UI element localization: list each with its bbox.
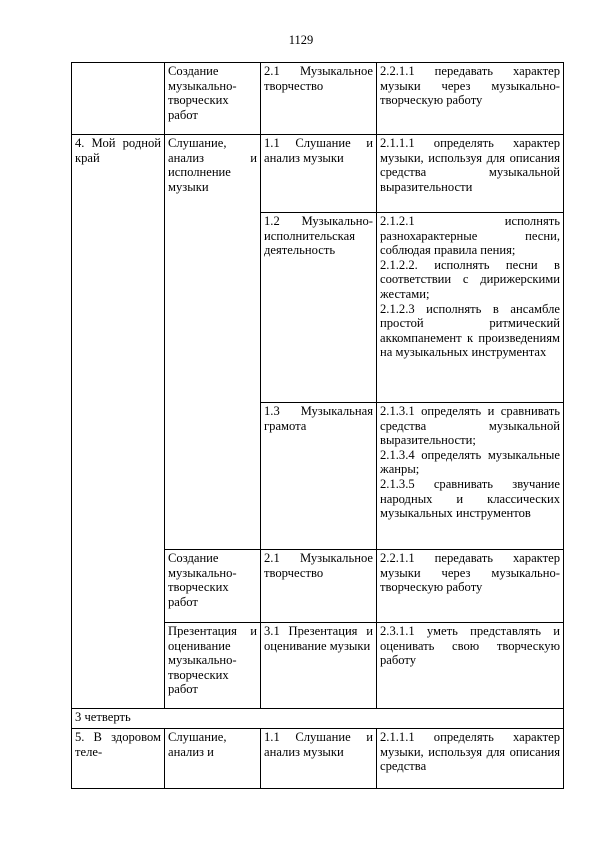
subsection-cell	[261, 135, 377, 213]
goal-text: 2.3.1.1 уметь представлять и оценивать свою творческую работу	[380, 624, 560, 668]
activity-cell	[165, 729, 261, 789]
subsection-text: 2.1 Музыкальное творчество	[264, 64, 373, 93]
goal-text: 2.1.2.2. исполнять песни в соответствии с дирижерскими жестами;	[380, 257, 560, 301]
table-row	[72, 63, 564, 135]
subsection-cell	[261, 623, 377, 709]
topic-cell	[72, 135, 165, 709]
activity-cell	[165, 550, 261, 623]
activity-cell	[165, 63, 261, 135]
activity-text: Создание музыкально-творческих работ	[168, 64, 237, 122]
subsection-text: 1.3 Музыкальная грамота	[264, 404, 373, 433]
goal-text: 2.2.1.1 передавать характер музыки через музыкально-творческую работу	[380, 64, 560, 108]
subsection-text: 1.2 Музыкально-исполнительская деятельность	[264, 214, 373, 258]
goal-text: 2.1.3.1 определять и сравнивать средства музыкальной выразительности;	[380, 404, 560, 448]
activity-text: Презентация и оценивание музыкально-творческих работ	[168, 624, 257, 697]
activity-text: Слушание, анализ и	[168, 730, 227, 759]
subsection-text: 2.1 Музыкальное творчество	[264, 551, 373, 580]
topic-text: 5. В здоровом теле-	[75, 730, 161, 759]
topic-text: 4. Мой родной край	[75, 136, 161, 165]
subsection-cell	[261, 63, 377, 135]
goals-cell	[377, 135, 564, 213]
goal-text: 2.2.1.1 передавать характер музыки через музыкально-творческую работу	[380, 551, 560, 595]
subsection-text: 3.1 Презентация и оценивание музыки	[264, 624, 373, 653]
subsection-cell	[261, 729, 377, 789]
goals-cell	[377, 550, 564, 623]
activity-text: Слушание, анализ и исполнение музыки	[168, 136, 257, 194]
activity-cell	[165, 135, 261, 550]
subsection-cell	[261, 213, 377, 403]
activity-cell	[165, 623, 261, 709]
subsection-text: 1.1 Слушание и анализ музыки	[264, 136, 373, 165]
goals-cell	[377, 63, 564, 135]
page-number: 1129	[288, 33, 314, 47]
goals-cell	[377, 623, 564, 709]
quarter-row	[72, 709, 564, 729]
subsection-text: 1.1 Слушание и анализ музыки	[264, 730, 373, 759]
subsection-cell	[261, 403, 377, 550]
goal-text: 2.1.3.5 сравнивать звучание народных и классических музыкальных инструментов	[380, 476, 560, 521]
table-row	[72, 729, 564, 789]
curriculum-table	[71, 62, 564, 789]
quarter-label: 3 четверть	[72, 709, 564, 729]
goals-cell	[377, 403, 564, 550]
goal-text: 2.1.1.1 определять характер музыки, используя для описания средства музыкальной выразительности	[380, 136, 560, 194]
goal-text: 2.1.2.3 исполнять в ансамбле простой ритмический аккомпанемент к произведениям на музыкальных инструментах	[380, 301, 560, 360]
topic-cell	[72, 729, 165, 789]
goal-text: 2.1.1.1 определять характер музыки, используя для описания средства	[380, 730, 560, 774]
activity-text: Создание музыкально-творческих работ	[168, 551, 237, 609]
goals-cell	[377, 213, 564, 403]
goal-text: 2.1.3.4 определять музыкальные жанры;	[380, 447, 560, 477]
goals-cell	[377, 729, 564, 789]
goal-text: 2.1.2.1 исполнять разнохарактерные песни, соблюдая правила пения;	[380, 214, 560, 258]
table-row	[72, 135, 564, 213]
subsection-cell	[261, 550, 377, 623]
topic-cell	[72, 63, 165, 135]
